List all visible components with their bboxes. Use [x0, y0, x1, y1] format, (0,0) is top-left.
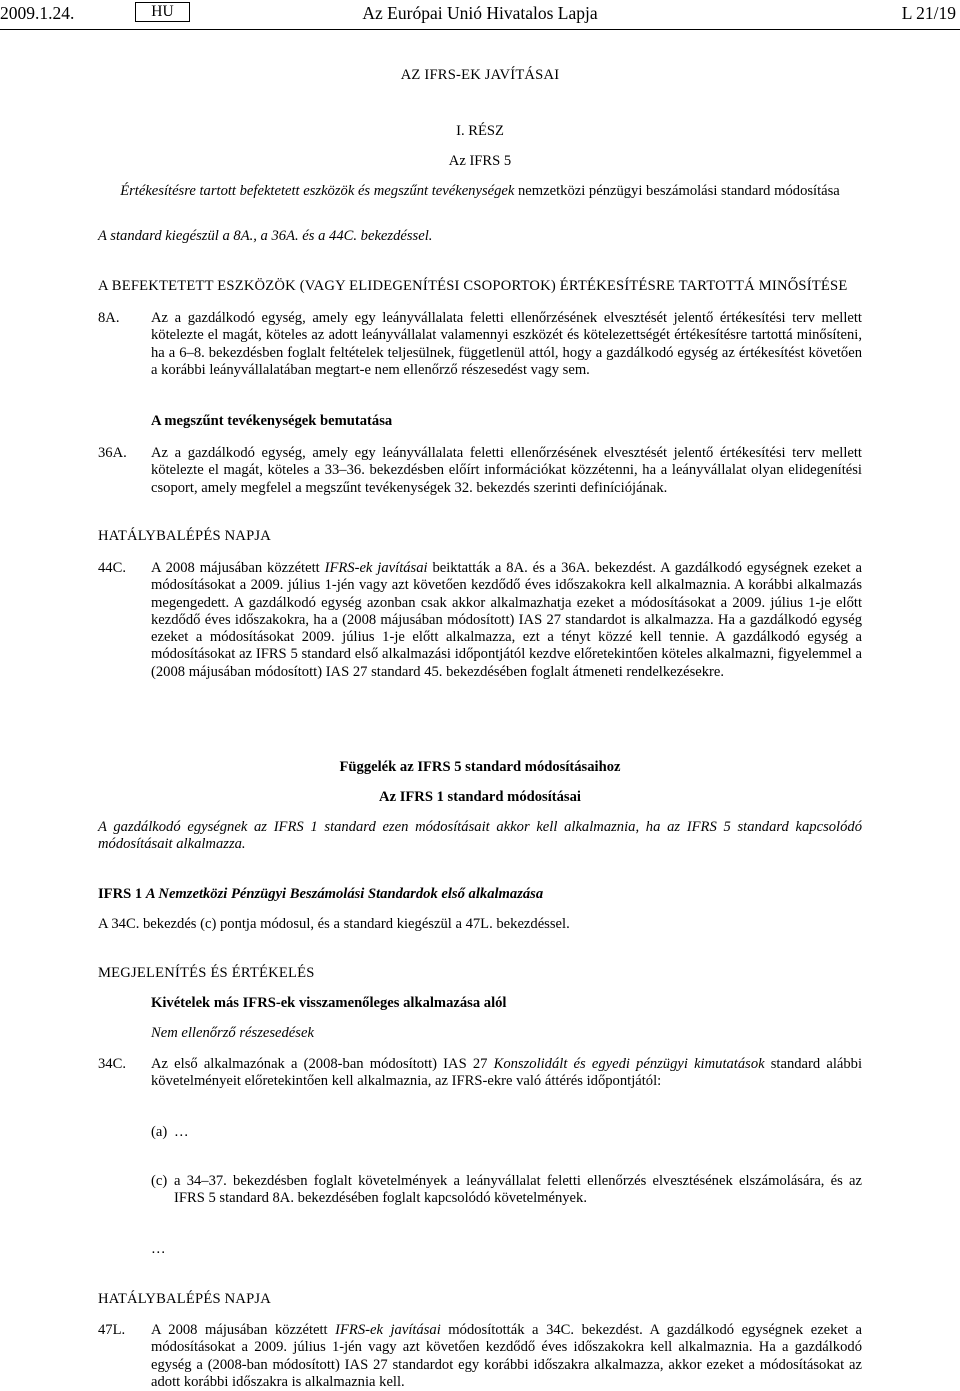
item-a-text: …	[174, 1124, 189, 1140]
journal-title: Az Európai Unió Hivatalos Lapja	[362, 3, 598, 23]
standard-subtitle-rest: nemzetközi pénzügyi beszámolási standard módosítása	[514, 183, 840, 199]
omission-ellipsis: …	[151, 1241, 166, 1257]
ifrs1-intro: A 34C. bekezdés (c) pontja módosul, és a standard kiegészül a 47L. bekezdéssel.	[98, 916, 570, 932]
standard-subtitle-italic: Értékesítésre tartott befektetett eszközök és megszűnt tevékenységek	[120, 183, 515, 199]
standard-title: Az IFRS 5	[448, 153, 512, 169]
p47l-text-italic: IFRS-ek javításai	[335, 1322, 441, 1338]
page-header	[0, 2, 960, 26]
language-badge: HU	[135, 2, 190, 22]
p47l-text-a: A 2008 májusában közzétett	[151, 1322, 336, 1338]
intro-text: A standard kiegészül a 8A., a 36A. és a 44C. bekezdéssel.	[98, 228, 433, 244]
p34c-text-italic: Konszolidált és egyedi pénzügyi kimutatások	[493, 1056, 765, 1072]
effective-date-heading-2: HATÁLYBALÉPÉS NAPJA	[98, 1291, 272, 1307]
exceptions-heading: Kivételek más IFRS-ek visszamenőleges alkalmazása alól	[151, 995, 507, 1011]
section-heading-classification: A BEFEKTETETT ESZKÖZÖK (VAGY ELIDEGENÍTÉSI CSOPORTOK) ÉRTÉKESÍTÉSRE TARTOTTÁ MINŐSÍTÉSE	[98, 278, 848, 294]
effective-date-heading: HATÁLYBALÉPÉS NAPJA	[98, 528, 272, 544]
discontinued-heading: A megszűnt tevékenységek bemutatása	[151, 413, 393, 429]
p47l-text-b: módosították a 34C. bekezdést. A gazdálkodó egységnek ezeket a módosításokat a 2009. július 1-jén vagy azt követően kezdődő éves időszakokra kell alkalmaznia. Ha a gazdálkodó egység a (2008-ban módosított) IAS 27 standardot egy korábbi időszakra alkalmazza, akkor ezeket a módosításokat az adott korábbi időszakra is alkalmaznia kell.	[151, 1322, 862, 1390]
page-number: L 21/19	[901, 3, 956, 23]
appendix-intro: A gazdálkodó egységnek az IFRS 1 standard ezen módosításait akkor kell alkalmaznia, ha az IFRS 5 standard kapcsolódó módosításait alkalmazza.	[98, 819, 862, 853]
paragraph-number-47l: 47L.	[98, 1322, 126, 1338]
paragraph-34c	[151, 1056, 862, 1091]
p44c-text-b: beiktatták a 8A. és a 36A. bekezdést. A gazdálkodó egységnek ezeket a módosításokat a 2009. július 1-jén vagy azt követően kezdődő éves időszakokra kell alkalmaznia. A korábbi alkalmazás megengedett. A gazdálkodó egység azonban csak akkor alkalmazhatja ezeket a módosításokat a 2009. július 1-je előtt kezdődő éves időszakokra, ha a (2008 májusában módosított) IAS 27 standardot is alkalmazza. Ha a gazdálkodó egység ezeket a módosításokat 2009. július 1-je előtt alkalmazza, ezt a tényt közzé kell tennie. A gazdálkodó egység a módosításokat az IFRS 5 standard első alkalmazási időpontjától kezdve előretekintően köteles alkalmazni, figyelemmel a (2008 májusában módosított) IAS 27 standard 45. bekezdésében foglalt átmeneti rendelkezésekre.	[151, 560, 863, 680]
ifrs1-heading	[98, 886, 862, 903]
standard-subtitle	[98, 183, 862, 200]
paragraph-8a: Az a gazdálkodó egység, amely egy leányvállalata feletti ellenőrzésének elvesztését jelentő értékesítési terv mellett kötelezte el magát, köteles az adott leányvállalat valamennyi eszközét és kötelezettségét értékesítésre tartottá minősíteni, ha a 6–8. bekezdésben foglalt feltételek teljesülnek, függetlenül attól, hogy a gazdálkodó egység az értékesítést követően a korábbi leányvállalatában megtart-e nem ellenőrző részesedést vagy sem.	[151, 310, 862, 378]
p44c-text-a: A 2008 májusában közzétett	[151, 560, 325, 576]
p44c-text-italic: IFRS-ek javításai	[324, 560, 428, 576]
paragraph-47l	[151, 1322, 862, 1391]
recognition-heading: MEGJELENÍTÉS ÉS ÉRTÉKELÉS	[98, 965, 315, 981]
paragraph-44c	[151, 560, 862, 681]
ifrs1-heading-italic: A Nemzetközi Pénzügyi Beszámolási Standardok első alkalmazása	[145, 886, 544, 902]
appendix-title: Függelék az IFRS 5 standard módosításaihoz	[339, 759, 621, 775]
paragraph-number-34c: 34C.	[98, 1056, 126, 1072]
header-date: 2009.1.24.	[0, 3, 75, 23]
paragraph-36a: Az a gazdálkodó egység, amely egy leányvállalata feletti ellenőrzésének elvesztését jelentő értékesítési terv mellett kötelezte el magát, köteles a 33–36. bekezdésben előírt információkat közzétenni, ha a leányvállalat olyan elidegenítési csoport, amely megfelel a megszűnt tevékenységek 32. bekezdés szerinti definíciójának.	[151, 445, 862, 496]
p34c-text-a: Az első alkalmazónak a (2008-ban módosított) IAS 27	[151, 1056, 494, 1072]
p34c-text-b: standard alábbi követelményeit előretekintően kell alkalmaznia, az IFRS-ekre való áttérés időpontjától:	[151, 1056, 862, 1090]
header-rule	[0, 29, 960, 30]
nci-heading: Nem ellenőrző részesedések	[151, 1025, 314, 1041]
item-c-label: (c)	[151, 1173, 168, 1189]
paragraph-number-36a: 36A.	[98, 445, 127, 461]
document-title: AZ IFRS-EK JAVÍTÁSAI	[400, 67, 560, 83]
item-c-text: a 34–37. bekezdésben foglalt követelmények a leányvállalat feletti ellenőrzés elvesztésének elszámolására, és az IFRS 5 standard 8A. bekezdésében foglalt kapcsolódó követelmények.	[174, 1173, 862, 1207]
ifrs1-heading-a: IFRS 1	[98, 886, 146, 902]
paragraph-number-8a: 8A.	[98, 310, 120, 326]
item-a-label: (a)	[151, 1124, 168, 1140]
part-title: I. RÉSZ	[456, 123, 504, 139]
paragraph-number-44c: 44C.	[98, 560, 126, 576]
appendix-subtitle: Az IFRS 1 standard módosításai	[379, 789, 581, 805]
